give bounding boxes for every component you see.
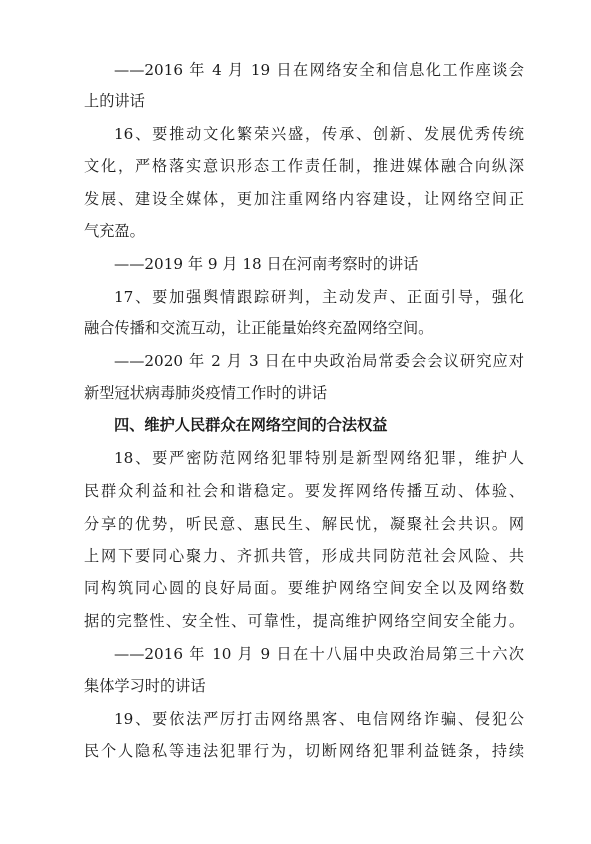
paragraph-line: 18、要严密防范网络犯罪特别是新型网络犯罪，维护人	[114, 449, 524, 467]
paragraph-line: 同构筑同心圆的良好局面。要维护网络空间安全以及网络数	[84, 579, 524, 597]
citation-line: ——2020 年 2 月 3 日在中央政治局常委会会议研究应对	[114, 352, 524, 370]
paragraph-line: 气充盈。	[84, 222, 145, 240]
paragraph-line: 据的完整性、安全性、可靠性，提高维护网络空间安全能力。	[84, 612, 524, 630]
citation-line: ——2016 年 4 月 19 日在网络安全和信息化工作座谈会	[114, 61, 524, 79]
paragraph-line: 文化，严格落实意识形态工作责任制，推进媒体融合向纵深	[84, 157, 524, 175]
paragraph-line: 融合传播和交流互动，让正能量始终充盈网络空间。	[84, 319, 434, 337]
citation-line: ——2016 年 10 月 9 日在十八届中央政治局第三十六次	[114, 645, 524, 663]
paragraph-line: 民群众利益和社会和谐稳定。要发挥网络传播互动、体验、	[84, 482, 524, 500]
paragraph-line: 19、要依法严厉打击网络黑客、电信网络诈骗、侵犯公	[114, 710, 524, 728]
paragraph-line: 发展、建设全媒体，更加注重网络内容建设，让网络空间正	[84, 190, 524, 208]
paragraph-line: 民个人隐私等违法犯罪行为，切断网络犯罪利益链条，持续	[84, 742, 524, 760]
paragraph-line: 16、要推动文化繁荣兴盛，传承、创新、发展优秀传统	[114, 125, 524, 143]
paragraph-line: 上网下要同心聚力、齐抓共管，形成共同防范社会风险、共	[84, 547, 524, 565]
citation-line: 集体学习时的讲话	[84, 677, 206, 695]
paragraph-line: 17、要加强舆情跟踪研判，主动发声、正面引导，强化	[114, 288, 524, 306]
paragraph-line: 分享的优势，听民意、惠民生、解民忧，凝聚社会共识。网	[84, 515, 524, 533]
section-heading: 四、维护人民群众在网络空间的合法权益	[114, 416, 388, 434]
citation-line: 新型冠状病毒肺炎疫情工作时的讲话	[84, 384, 327, 402]
citation-line: ——2019 年 9 月 18 日在河南考察时的讲话	[114, 255, 419, 273]
citation-line: 上的讲话	[84, 92, 145, 110]
